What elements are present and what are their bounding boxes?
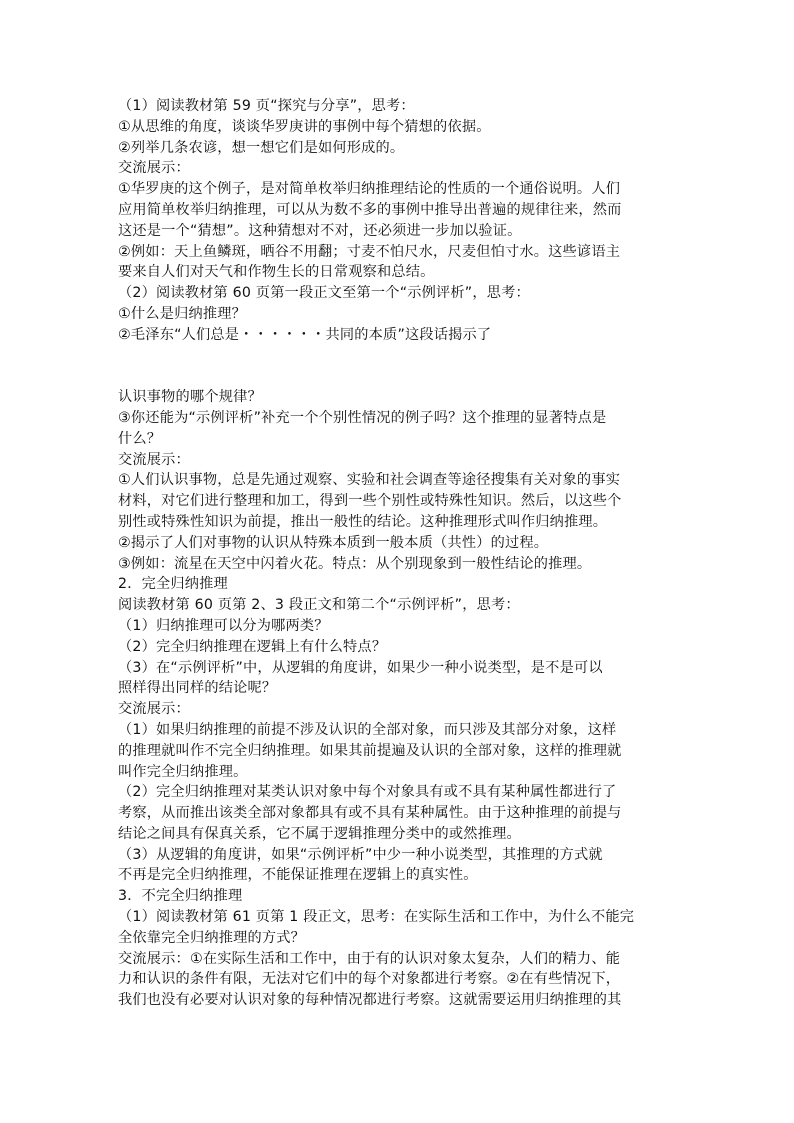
- text-line: （1）阅读教材第 59 页“探究与分享”，思考：: [118, 98, 415, 114]
- text-line: （2）阅读教材第 60 页第一段正文至第一个“示例评析”，思考：: [118, 285, 530, 302]
- text-line: ②毛泽东“人们总是・・・・・・共同的本质”这段话揭示了: [118, 326, 492, 343]
- text-line: 叫作完全归纳推理。: [118, 763, 248, 780]
- text-line: ①华罗庚的这个例子，是对简单枚举归纳推理结论的性质的一个通俗说明。人们: [118, 181, 621, 198]
- text-line: 2．完全归纳推理: [118, 576, 228, 593]
- text-line: （2）完全归纳推理对某类认识对象中每个对象具有或不具有某种属性都进行了: [118, 784, 617, 801]
- text-line: 认识事物的哪个规律？: [118, 389, 262, 406]
- text-line: 交流展示：①在实际生活和工作中，由于有的认识对象太复杂，人们的精力、能: [118, 950, 621, 967]
- text-line: ②例如：天上鱼鳞斑，晒谷不用翻；寸麦不怕尺水，尺麦但怕寸水。这些谚语主: [118, 243, 621, 260]
- text-line: 别性或特殊性知识为前提，推出一般性的结论。这种推理形式叫作归纳推理。: [118, 513, 608, 530]
- text-line: 结论之间具有保真关系，它不属于逻辑推理分类中的或然推理。: [118, 825, 521, 842]
- text-line: 交流展示：: [118, 451, 190, 468]
- text-line: 不再是完全归纳推理，不能保证推理在逻辑上的真实性。: [118, 867, 478, 884]
- text-line: 交流展示：: [118, 701, 190, 718]
- document-page: [118, 96, 684, 1011]
- text-line: （1）阅读教材第 61 页第 1 段正文，思考：在实际生活和工作中，为什么不能完: [118, 909, 635, 926]
- text-line: ③例如：流星在天空中闪着火花。特点：从个别现象到一般性结论的推理。: [118, 555, 592, 572]
- text-line: ①什么是归纳推理？: [118, 305, 247, 322]
- text-line: 阅读教材第 60 页第 2、3 段正文和第二个“示例评析”，思考：: [118, 597, 520, 614]
- paragraph-gap: [118, 346, 684, 388]
- text-line: （3）从逻辑的角度讲，如果“示例评析”中少一种小说类型，其推理的方式就: [118, 846, 603, 863]
- text-line: （1）如果归纳推理的前提不涉及认识的全部对象，而只涉及其部分对象，这样: [118, 721, 617, 738]
- text-line: 3．不完全归纳推理: [118, 888, 243, 905]
- text-line: 应用简单枚举归纳推理，可以从为数不多的事例中推导出普遍的规律往来，然而: [118, 201, 622, 218]
- text-line: 全依靠完全归纳推理的方式？: [118, 929, 306, 946]
- text-line: ③你还能为“示例评析”补充一个个别性情况的例子吗？这个推理的显著特点是: [118, 409, 607, 426]
- text-line: ①人们认识事物，总是先通过观察、实验和社会调查等途径搜集有关对象的事实: [118, 472, 621, 489]
- text-line: （3）在“示例评析”中，从逻辑的角度讲，如果少一种小说类型，是不是可以: [118, 659, 603, 676]
- text-line: 的推理就叫作不完全归纳推理。如果其前提遍及认识的全部对象，这样的推理就: [118, 742, 622, 759]
- text-line: ②列举几条农谚，想一想它们是如何形成的。: [118, 139, 405, 156]
- text-line: 要来自人们对天气和作物生长的日常观察和总结。: [118, 264, 435, 281]
- text-line: 什么？: [118, 430, 162, 447]
- text-line: ①从思维的角度，谈谈华罗庚讲的事例中每个猜想的依据。: [118, 118, 491, 135]
- text-line: 这还是一个“猜想”。这种猜想对不对，还必须进一步加以验证。: [118, 222, 522, 239]
- text-line: 力和认识的条件有限，无法对它们中的每个对象都进行考察。②在有些情况下，: [118, 971, 621, 988]
- text-line: ②揭示了人们对事物的认识从特殊本质到一般本质（共性）的过程。: [118, 534, 549, 551]
- text-line: 我们也没有必要对认识对象的每种情况都进行考察。这就需要运用归纳推理的其: [118, 992, 622, 1009]
- text-line: 交流展示：: [118, 160, 190, 177]
- text-line: （2）完全归纳推理在逻辑上有什么特点？: [118, 638, 387, 655]
- text-line: 考察，从而推出该类全部对象都具有或不具有某种属性。由于这种推理的前提与: [118, 805, 622, 822]
- text-line: 照样得出同样的结论呢？: [118, 680, 277, 697]
- text-line: 材料，对它们进行整理和加工，得到一些个别性或特殊性知识。然后，以这些个: [118, 493, 622, 510]
- text-line: （1）归纳推理可以分为哪两类？: [118, 617, 329, 634]
